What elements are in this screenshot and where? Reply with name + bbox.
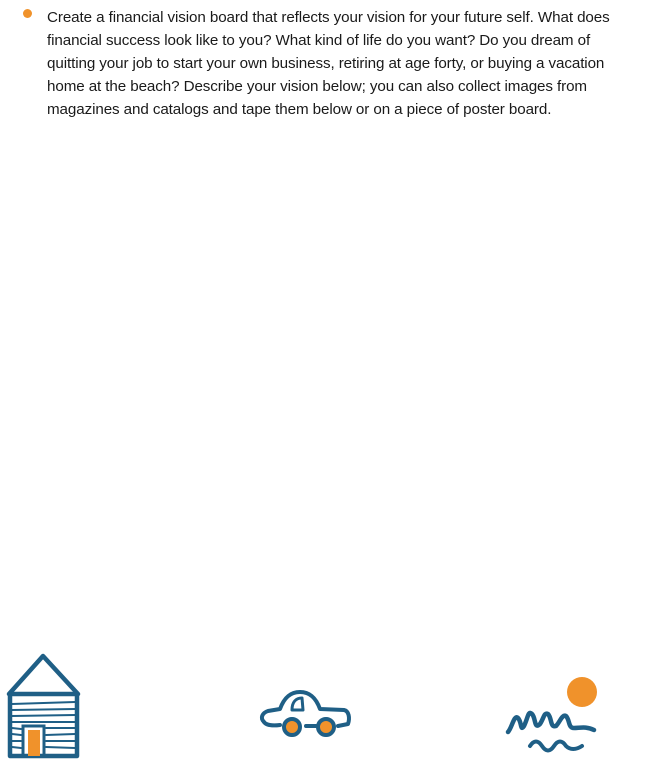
house-door [28, 730, 40, 756]
car-wheel-rear [318, 719, 334, 735]
car-wheel-front [284, 719, 300, 735]
car-window [292, 698, 303, 710]
car-icon [258, 688, 352, 742]
sun-icon [567, 677, 597, 707]
prompt-text: Create a financial vision board that reflects your vision for your future self. What does financial success look like to you? What kind of life do you want? Do you dream of quitting your job to start your own business, retiring at age forty, or buying a vacation home at the beach? Describe your vision below; you can also collect images from magazines and catalogs and tape them below or on a piece of poster board. [47, 9, 610, 118]
bullet-dot-icon [23, 9, 32, 18]
wave-line-1 [508, 713, 594, 732]
house-icon [6, 652, 82, 760]
house-roof [9, 656, 78, 694]
car-body-top [262, 692, 349, 726]
wave-line-2 [530, 742, 582, 751]
beach-sun-waves-icon [504, 674, 604, 756]
